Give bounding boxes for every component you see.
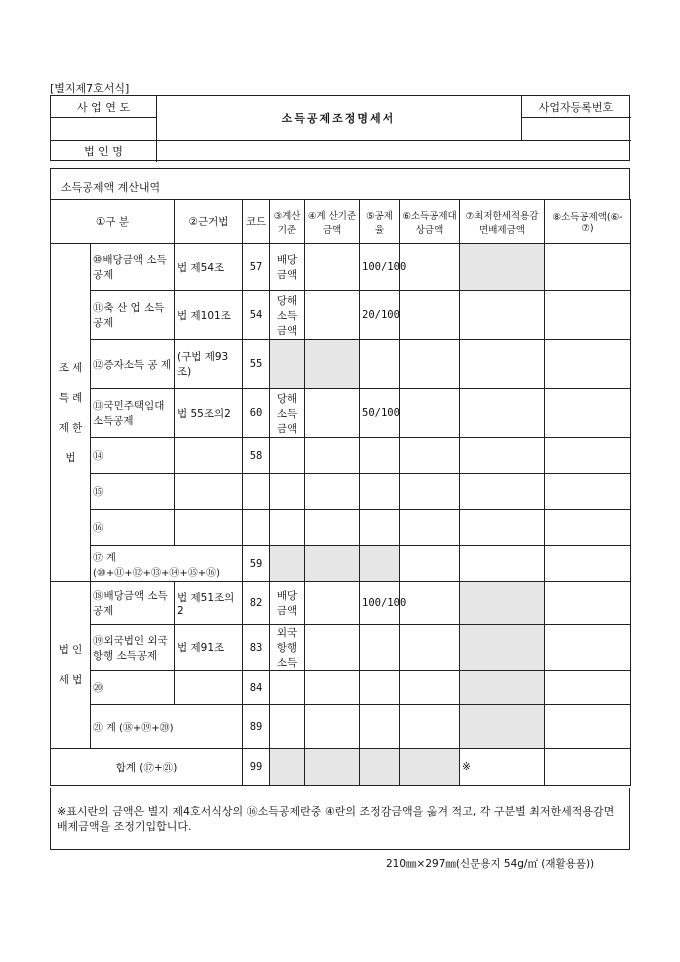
basis-cell[interactable] [270, 510, 305, 546]
base-amount-cell[interactable] [305, 474, 360, 510]
table-row [51, 582, 631, 625]
base-amount-cell[interactable] [305, 582, 360, 625]
deduction-amount-cell[interactable] [545, 438, 631, 474]
target-amount-cell[interactable] [400, 705, 460, 749]
base-amount-cell-shaded [305, 546, 360, 582]
row-rate: 20/100 [360, 291, 400, 340]
row-code: 57 [243, 244, 270, 291]
basis-cell[interactable] [270, 474, 305, 510]
base-amount-cell[interactable] [305, 705, 360, 749]
target-amount-cell[interactable] [400, 340, 460, 389]
row-rate: 50/100 [360, 389, 400, 438]
row-law[interactable] [175, 474, 243, 510]
paper-spec: 210㎜×297㎜(신문용지 54g/㎡ (재활용품)) [386, 858, 595, 870]
basis-cell[interactable] [270, 671, 305, 705]
table-row [51, 438, 631, 474]
total-label: 합계 (⑰+㉑) [51, 749, 243, 786]
target-amount-cell[interactable] [400, 546, 460, 582]
row-name: ⑮ [91, 474, 175, 510]
target-amount-cell[interactable] [400, 671, 460, 705]
rate-cell[interactable] [360, 671, 400, 705]
row-law[interactable] [175, 671, 243, 705]
row-code: 58 [243, 438, 270, 474]
min-tax-cell[interactable] [460, 389, 545, 438]
col-deduction-amount: ⑧소득공제액(⑥-⑦) [545, 200, 631, 244]
row-law[interactable] [175, 510, 243, 546]
base-amount-cell[interactable] [305, 625, 360, 671]
min-tax-cell-shaded [460, 705, 545, 749]
basis-cell-shaded [270, 749, 305, 786]
row-code[interactable] [243, 510, 270, 546]
col-min-tax-exclusion: ⑦최저한세적용감면배제금액 [460, 200, 545, 244]
page-title: 소득공제조정명세서 [281, 112, 396, 125]
deduction-amount-cell[interactable] [545, 510, 631, 546]
rate-cell[interactable] [360, 474, 400, 510]
group-label-corporate-tax: 법 인 세 법 [51, 582, 91, 749]
table-row [51, 244, 631, 291]
base-amount-cell-shaded [305, 340, 360, 389]
table-row [51, 510, 631, 546]
base-amount-cell[interactable] [305, 510, 360, 546]
deduction-amount-cell[interactable] [545, 244, 631, 291]
total-deduction-cell[interactable] [545, 749, 631, 786]
row-basis: 배당 금액 [270, 244, 305, 291]
base-amount-cell-shaded [305, 749, 360, 786]
min-tax-cell[interactable] [460, 340, 545, 389]
deduction-amount-cell[interactable] [545, 582, 631, 625]
rate-cell[interactable] [360, 340, 400, 389]
col-base-amount: ④계 산기준금액 [305, 200, 360, 244]
basis-cell-shaded [270, 340, 305, 389]
registration-number-label: 사업자등록번호 [538, 100, 614, 114]
rate-cell[interactable] [360, 438, 400, 474]
row-code: 60 [243, 389, 270, 438]
form-header [50, 95, 630, 161]
form-number-label: [별지제7호서식] [50, 82, 130, 95]
row-code: 59 [243, 546, 270, 582]
row-code[interactable] [243, 474, 270, 510]
row-law: 법 55조의2 [175, 389, 243, 438]
row-name: ⑰ 계 (⑩+⑪+⑫+⑬+⑭+⑮+⑯) [91, 546, 243, 582]
col-code: 코드 [243, 200, 270, 244]
row-code: 89 [243, 705, 270, 749]
rate-cell[interactable] [360, 705, 400, 749]
row-name: ⑳ [91, 671, 175, 705]
min-tax-cell[interactable] [460, 438, 545, 474]
row-rate: 100/100 [360, 582, 400, 625]
col-legal-basis: ②근거법 [175, 200, 243, 244]
base-amount-cell[interactable] [305, 389, 360, 438]
base-amount-cell[interactable] [305, 671, 360, 705]
row-code: 83 [243, 625, 270, 671]
section-title: 소득공제액 계산내역 [50, 168, 630, 200]
group-label-special-tax: 조 세 특 례 제 한 법 [51, 244, 91, 582]
row-rate: 100/100 [360, 244, 400, 291]
target-amount-cell-shaded [400, 749, 460, 786]
total-min-tax-cell[interactable]: ※ [460, 749, 545, 786]
row-code: 55 [243, 340, 270, 389]
min-tax-cell[interactable] [460, 291, 545, 340]
table-row [51, 671, 631, 705]
deduction-amount-cell[interactable] [545, 671, 631, 705]
target-amount-cell[interactable] [400, 244, 460, 291]
deduction-amount-cell[interactable] [545, 474, 631, 510]
row-name: ⑬국민주택임대 소득공제 [91, 389, 175, 438]
subtotal-row [51, 705, 631, 749]
row-code: 84 [243, 671, 270, 705]
target-amount-cell[interactable] [400, 389, 460, 438]
target-amount-cell[interactable] [400, 510, 460, 546]
corporation-name-label: 법 인 명 [84, 145, 123, 158]
base-amount-cell[interactable] [305, 244, 360, 291]
row-name: ⑲외국법인 외국항행 소득공제 [91, 625, 175, 671]
rate-cell[interactable] [360, 510, 400, 546]
row-law: 법 제51조의2 [175, 582, 243, 625]
row-law: 법 제91조 [175, 625, 243, 671]
min-tax-cell[interactable] [460, 474, 545, 510]
row-code: 82 [243, 582, 270, 625]
col-classification: ①구 분 [51, 200, 175, 244]
target-amount-cell[interactable] [400, 291, 460, 340]
target-amount-cell[interactable] [400, 474, 460, 510]
row-name: ㉑ 계 (⑱+⑲+⑳) [91, 705, 243, 749]
min-tax-cell[interactable] [460, 510, 545, 546]
min-tax-cell-shaded [460, 582, 545, 625]
row-basis: 당해 소득 금액 [270, 389, 305, 438]
footnote: ※표시란의 금액은 별지 제4호서식상의 ⑯소득공제란중 ④란의 조정감금액을 옮겨 적고, 각 구분별 최저한세적용감면배제금액을 조정기입합니다. [50, 788, 630, 850]
col-calc-basis: ③계산기준 [270, 200, 305, 244]
rate-cell-shaded [360, 546, 400, 582]
total-row [51, 749, 631, 786]
row-name: ⑱배당금액 소득공제 [91, 582, 175, 625]
deduction-amount-cell[interactable] [545, 546, 631, 582]
table-row [51, 340, 631, 389]
target-amount-cell[interactable] [400, 438, 460, 474]
min-tax-cell-shaded [460, 625, 545, 671]
col-target-amount: ⑥소득공제대상금액 [400, 200, 460, 244]
column-header-row [51, 200, 631, 244]
deduction-amount-cell[interactable] [545, 389, 631, 438]
row-name: ⑭ [91, 438, 175, 474]
subtotal-row [51, 546, 631, 582]
row-law[interactable] [175, 438, 243, 474]
rate-cell[interactable] [360, 625, 400, 671]
target-amount-cell[interactable] [400, 582, 460, 625]
deduction-amount-cell[interactable] [545, 291, 631, 340]
table-row [51, 291, 631, 340]
deduction-amount-cell[interactable] [545, 340, 631, 389]
total-code: 99 [243, 749, 270, 786]
deduction-amount-cell[interactable] [545, 625, 631, 671]
deduction-table [50, 199, 631, 786]
base-amount-cell[interactable] [305, 291, 360, 340]
target-amount-cell[interactable] [400, 625, 460, 671]
table-row [51, 389, 631, 438]
row-law: (구법 제93조) [175, 340, 243, 389]
row-basis: 외국 항행 소득 [270, 625, 305, 671]
row-name: ⑪축 산 업 소득공제 [91, 291, 175, 340]
row-name: ⑩배당금액 소득공제 [91, 244, 175, 291]
basis-cell[interactable] [270, 438, 305, 474]
min-tax-cell[interactable] [460, 546, 545, 582]
min-tax-cell-shaded [460, 671, 545, 705]
min-tax-cell-shaded [460, 244, 545, 291]
row-basis: 배당 금액 [270, 582, 305, 625]
business-year-label: 사 업 연 도 [77, 100, 130, 114]
table-row [51, 625, 631, 671]
rate-cell-shaded [360, 749, 400, 786]
deduction-amount-cell[interactable] [545, 705, 631, 749]
col-deduction-rate: ⑤공제율 [360, 200, 400, 244]
row-name: ⑯ [91, 510, 175, 546]
base-amount-cell[interactable] [305, 438, 360, 474]
row-name: ⑫증자소득 공 제 [91, 340, 175, 389]
basis-cell-shaded [270, 546, 305, 582]
basis-cell[interactable] [270, 705, 305, 749]
row-code: 54 [243, 291, 270, 340]
row-law: 법 제54조 [175, 244, 243, 291]
table-row [51, 474, 631, 510]
row-basis: 당해 소득 금액 [270, 291, 305, 340]
row-law: 법 제101조 [175, 291, 243, 340]
